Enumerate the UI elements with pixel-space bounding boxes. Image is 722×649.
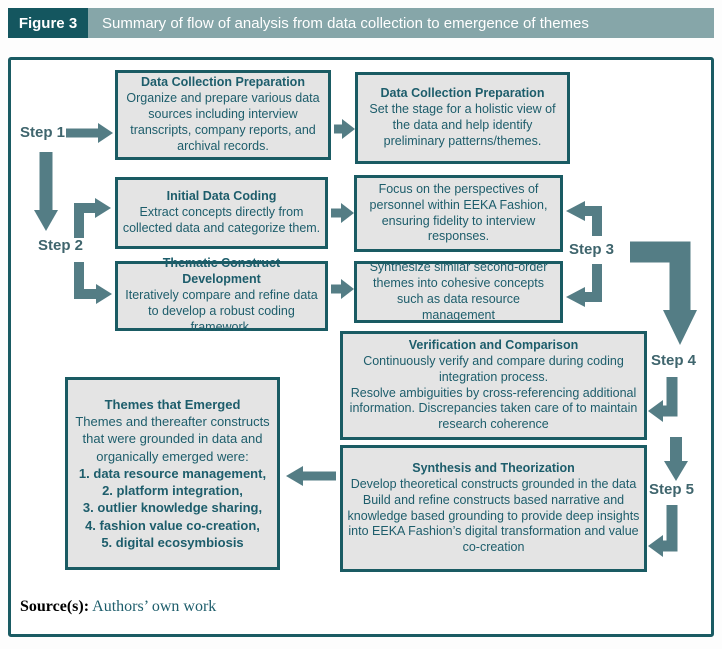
box-body: Organize and prepare various data sources including interview transcripts, company reports, and archival records. (126, 91, 320, 153)
box-focus-perspectives (354, 175, 563, 252)
box-body: Focus on the perspectives of personnel within EEKA Fashion, ensuring fidelity to interview responses. (369, 181, 548, 244)
box-body: Synthesize similar second-order themes into cohesive concepts such as data resource management (369, 260, 548, 322)
box-body: Continuously verify and compare during coding integration process. (363, 353, 624, 384)
figure-title: Summary of flow of analysis from data collection to emergence of themes (88, 8, 714, 38)
box-body: Set the stage for a holistic view of the data and help identify preliminary patterns/themes. (369, 102, 556, 148)
box-verification-and-comparison (340, 331, 647, 440)
source-line (20, 598, 216, 616)
step-3-label: Step 3 (569, 241, 615, 258)
step-4-label: Step 4 (651, 352, 697, 369)
step-1-label: Step 1 (20, 124, 66, 141)
step-5-label: Step 5 (649, 481, 695, 498)
box-body: Develop theoretical constructs grounded in the data (350, 476, 637, 491)
box-data-collection-preparation-1 (115, 70, 331, 160)
box-title: Data Collection Preparation (380, 86, 545, 101)
theme-item: 3. outlier knowledge sharing, (82, 500, 263, 516)
source-label: Source(s): (20, 598, 90, 615)
box-title: Initial Data Coding (166, 189, 277, 204)
theme-item: 2. platform integration, (102, 483, 243, 499)
box-synthesis-and-theorization (340, 445, 647, 572)
box-body: Resolve ambiguities by cross-referencing additional information. Discrepancies taken care of to maintain research coherence (349, 385, 638, 432)
box-data-collection-preparation-2 (355, 72, 570, 164)
box-intro: Themes and thereafter constructs that were grounded in data and organically emerged were: (75, 414, 270, 464)
box-title: Thematic Construct Development (162, 256, 281, 287)
box-title: Themes that Emerged (104, 396, 241, 412)
step-2-label: Step 2 (38, 237, 84, 254)
themes-list (72, 465, 273, 551)
theme-item: 4. fashion value co-creation, (85, 517, 260, 533)
theme-item: 5. digital ecosymbiosis (101, 534, 244, 550)
theme-item: 1. data resource management, (78, 465, 267, 481)
box-body: Build and refine constructs based narrative and knowledge based grounding to provide deep insights into EEKA Fashion’s digital transformation and value co-creation (347, 492, 640, 555)
source-text: Authors’ own work (92, 598, 217, 615)
box-themes-that-emerged (65, 377, 280, 570)
box-body: Extract concepts directly from collected data and categorize them. (122, 205, 321, 235)
box-body: Iteratively compare and refine data to develop a robust coding framework. (125, 288, 318, 334)
box-synthesize-themes (354, 261, 563, 323)
box-title: Verification and Comparison (408, 337, 579, 352)
box-thematic-construct-development (115, 256, 328, 334)
box-title: Synthesis and Theorization (412, 460, 575, 475)
figure-number-label: Figure 3 (8, 8, 88, 38)
box-title: Data Collection Preparation (141, 75, 305, 90)
box-initial-data-coding (115, 177, 328, 249)
